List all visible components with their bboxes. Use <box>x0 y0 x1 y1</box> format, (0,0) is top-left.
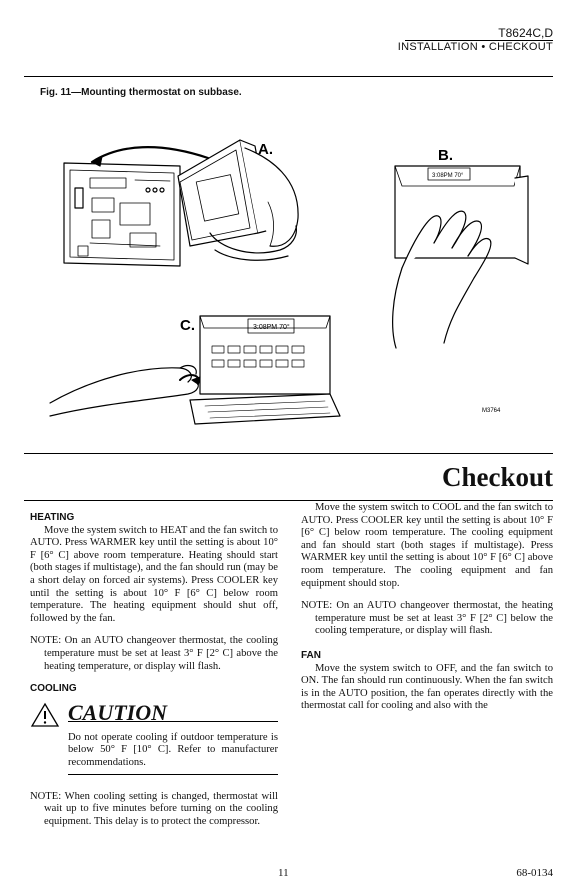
cooling-heading: COOLING <box>30 683 77 695</box>
caution-heading: CAUTION <box>68 707 278 722</box>
figure-divider <box>24 453 553 454</box>
section-title: Checkout <box>441 462 553 492</box>
figure-caption: Fig. 11—Mounting thermostat on subbase. <box>40 87 242 98</box>
display-c: 3:08PM 70° <box>253 324 290 331</box>
cool-paragraph: Move the system switch to COOL and the fan switch to AUTO. Press COOLER key until the setting is about 10° F [6° C] below room temperature. The cooling equipment and fan should start (both stages if multistage). Press WARMER key until the setting is about 10° F [6° C] above room temperature. The cooling equipment and fan equipment should stop. <box>301 502 553 589</box>
fan-paragraph: Move the system switch to OFF, and the fan switch to ON. The fan should run continuously. When the fan switch is in the AUTO position, the fan operates directly with the thermostat call for cooling and also with the <box>301 662 553 712</box>
title-divider <box>24 500 553 501</box>
figure-label-a: A. <box>258 141 273 158</box>
warning-triangle-icon <box>30 702 60 728</box>
page-number: 11 <box>278 867 289 879</box>
thermostat-mounting-illustration <box>30 118 550 428</box>
left-column <box>30 512 278 828</box>
figure-label-b: B. <box>438 147 453 164</box>
thermostat-open <box>190 316 340 424</box>
document-number: 68-0134 <box>516 867 553 879</box>
section-breadcrumb: INSTALLATION • CHECKOUT <box>397 41 553 53</box>
heating-note: NOTE: On an AUTO changeover thermostat, the cooling temperature must be set at least 3° F [2° C] above the heating temperature, or display will flash. <box>30 635 278 672</box>
figure-code: M3764 <box>482 408 501 414</box>
caution-text: Do not operate cooling if outdoor temperature is below 50° F [10° C]. Refer to manufacturer recommendations. <box>68 732 278 775</box>
fan-heading: FAN <box>301 649 321 661</box>
subbase-panel <box>64 163 180 266</box>
caution-banner <box>30 702 278 728</box>
right-column <box>301 502 553 713</box>
heating-heading: HEATING <box>30 512 75 523</box>
heating-paragraph: Move the system switch to HEAT and the fan switch to AUTO. Press WARMER key until the setting is about 10° F [6° C] above room temperature. Heating should start (both stages if multistage), and the fan should run (may be a short delay on forced air systems). Press COOLER key until the setting is about 10° F [6° C] below room temperature. The heating equipment should shut off, followed by the fan. <box>30 524 279 624</box>
figure-label-c: C. <box>180 317 195 334</box>
cooling-changeover-note: NOTE: On an AUTO changeover thermostat, the heating temperature must be set at least 3° F [2° C] below the cooling temperature, or display will flash. <box>301 600 553 637</box>
cooling-note: NOTE: When cooling setting is changed, thermostat will wait up to five minutes before turning on the cooling equipment. This delay is to protect the compressor. <box>30 790 278 827</box>
header-divider <box>24 76 553 77</box>
model-number: T8624C,D <box>498 26 553 40</box>
display-b: 3:08PM 70° <box>432 173 464 179</box>
